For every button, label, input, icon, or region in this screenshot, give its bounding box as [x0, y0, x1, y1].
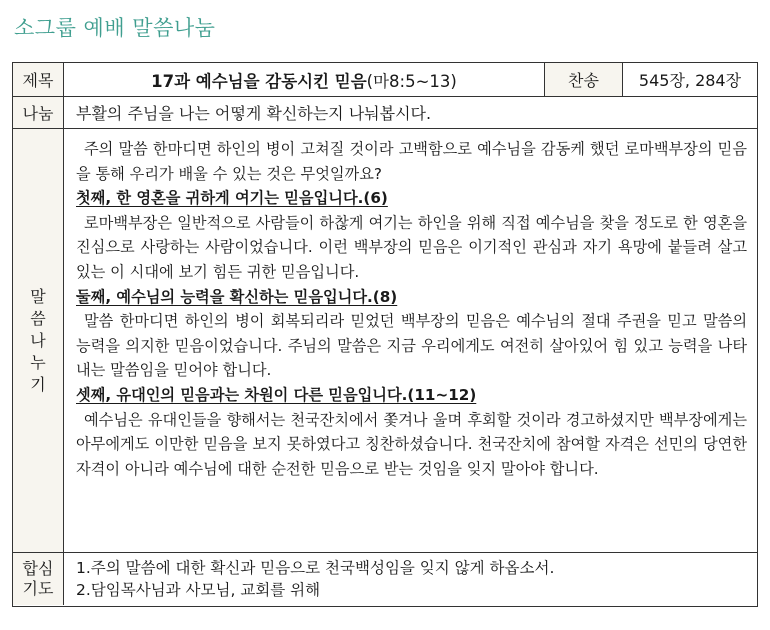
prayer-item: 2.담임목사님과 사모님, 교회를 위해: [76, 581, 321, 599]
title-row: [13, 63, 757, 97]
intro-paragraph: 주의 말씀 한마디면 하인의 병이 고쳐질 것이라 고백함으로 예수님을 감동케 했던 로마백부장의 믿음을 통해 우리가 배울 수 있는 것은 무엇일까요?: [76, 140, 747, 183]
word-share-label: [13, 129, 64, 552]
prayer-label-line: 합심: [22, 559, 54, 578]
sermon-sheet: [12, 62, 758, 607]
share-question: 부활의 주님을 나는 어떻게 확신하는지 나눠봅시다.: [76, 104, 432, 123]
scripture-reference: (마8:5~13): [366, 71, 457, 91]
point-heading: 첫째, 한 영혼을 귀하게 여기는 믿음입니다.(6): [76, 189, 388, 208]
share-label: 나눔: [13, 97, 64, 128]
prayer-row: [13, 553, 757, 605]
prayer-label-line: 기도: [22, 579, 54, 598]
word-share-body: [64, 129, 757, 552]
title-label: 제목: [13, 63, 64, 96]
hymn-numbers: 545장, 284장: [638, 71, 742, 90]
prayer-item: 1.주의 말씀에 대한 확신과 믿음으로 천국백성임을 잊지 않게 하옵소서.: [76, 559, 555, 577]
point-paragraph: 로마백부장은 일반적으로 사람들이 하찮게 여기는 하인을 위해 직접 예수님을 찾을 정도로 한 영혼을 진심으로 사랑하는 사람이었습니다. 이런 백부장의 믿음은 이기적인 관심과 자기 욕망에 붙들려 살고 있는 이 시대에 보기 힘든 귀한 믿음입니다.: [76, 213, 747, 281]
prayer-items: [64, 553, 757, 605]
hymn-label: 찬송: [545, 63, 623, 96]
sermon-title: [64, 63, 545, 96]
word-share-label-char: 나: [30, 330, 46, 350]
word-share-label-char: 말: [30, 286, 46, 306]
word-share-row: [13, 129, 757, 553]
page-title: 소그룹 예배 말씀나눔: [14, 16, 216, 40]
share-row: [13, 97, 757, 129]
point-heading: 둘째, 예수님의 능력을 확신하는 믿음입니다.(8): [76, 287, 398, 306]
point-heading: 셋째, 유대인의 믿음과는 차원이 다른 믿음입니다.(11~12): [76, 385, 477, 404]
sermon-title-text: 17과 예수님을 감동시킨 믿음: [151, 71, 367, 91]
word-share-label-char: 기: [30, 374, 46, 394]
word-share-label-char: 누: [30, 352, 46, 372]
point-paragraph: 말씀 한마디면 하인의 병이 회복되리라 믿었던 백부장의 믿음은 예수님의 절대 주권을 믿고 말씀의 능력을 의지한 믿음이었습니다. 주님의 말씀은 지금 우리에게도 여전히 살아있어 힘 있고 능력을 나타내는 말씀임을 믿어야 합니다.: [76, 312, 747, 380]
point-paragraph: 예수님은 유대인들을 향해서는 천국잔치에서 쫓겨나 울며 후회할 것이라 경고하셨지만 백부장에게는 아무에게도 이만한 믿음을 보지 못하였다고 칭찬하셨습니다. 천국잔치에 참여할 자격은 선민의 당연한 자격이 아니라 예수님에 대한 순전한 믿음으로 받는 것임을 잊지 말아야 합니다.: [76, 410, 747, 478]
prayer-label: [13, 553, 64, 605]
word-share-label-char: 씀: [30, 308, 46, 328]
